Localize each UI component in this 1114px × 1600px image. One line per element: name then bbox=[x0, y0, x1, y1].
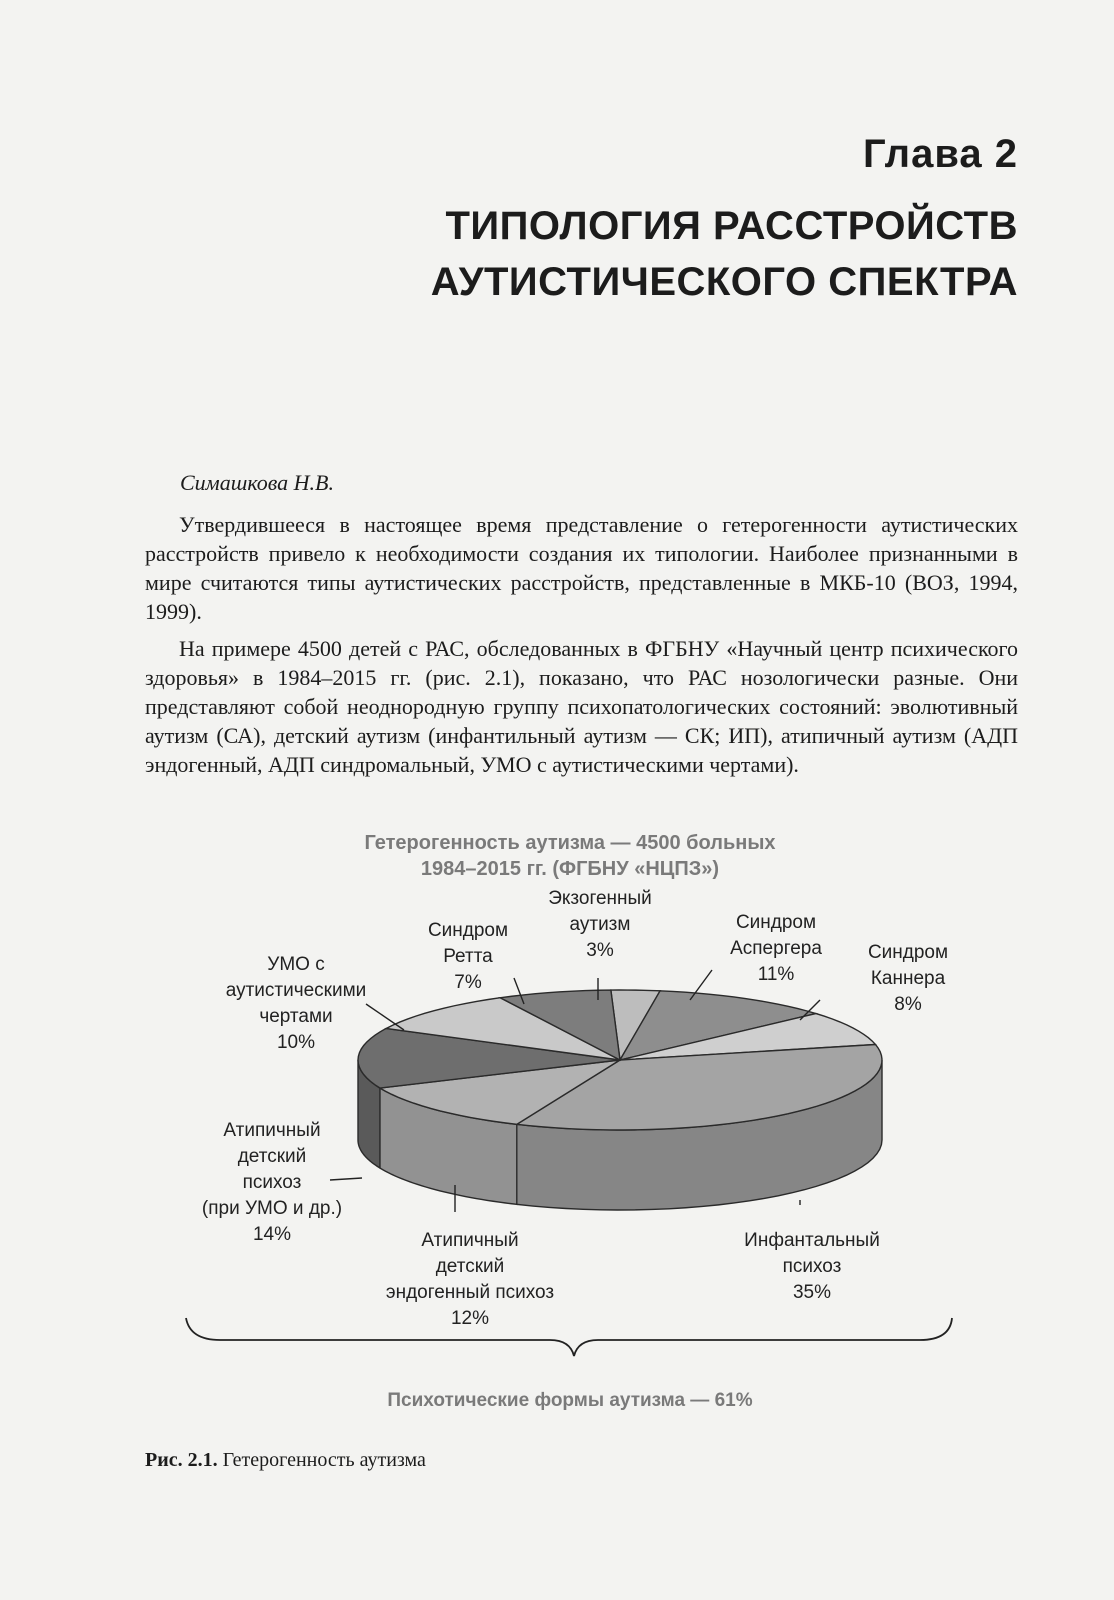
slice-label-name: Экзогенный аутизм bbox=[548, 888, 652, 935]
author: Симашкова Н.В. bbox=[180, 470, 334, 495]
slice-label-4 bbox=[345, 1228, 595, 1332]
slice-label-1 bbox=[696, 910, 856, 988]
figure-caption bbox=[145, 1449, 426, 1472]
slice-label-value: 10% bbox=[276, 1032, 316, 1053]
slice-label-name: Инфантальный психоз bbox=[744, 1230, 880, 1277]
chart-subtitle: 1984–2015 гг. (ФГБНУ «НЦПЗ») bbox=[420, 858, 720, 880]
slice-label-name: Синдром Ретта bbox=[427, 920, 509, 967]
slice-label-name: УМО с аутистическими чертами bbox=[225, 954, 367, 1027]
slice-label-name: Синдром Каннера bbox=[867, 942, 949, 989]
slice-label-value: 11% bbox=[757, 964, 795, 985]
caption-text: Гетерогенность аутизма bbox=[222, 1449, 426, 1471]
body-text bbox=[145, 510, 1018, 787]
slice-label-5 bbox=[162, 1118, 382, 1248]
slice-label-value: 8% bbox=[894, 994, 922, 1015]
paragraph: Утвердившееся в настоящее время представление о гетерогенности аутистических расстройств привело к необходимости создания их типологии. Наиболее признанными в мире считаются типы аутистических расстройств, представленные в МКБ-10 (ВОЗ, 1994, 1999). bbox=[145, 512, 1018, 624]
slice-label-name: Атипичный детский эндогенный психоз bbox=[385, 1230, 555, 1303]
slice-label-value: 12% bbox=[450, 1308, 490, 1329]
slice-label-2 bbox=[838, 940, 978, 1018]
caption-label: Рис. 2.1. bbox=[145, 1449, 218, 1471]
slice-label-0 bbox=[520, 886, 680, 964]
slice-label-value: 7% bbox=[454, 972, 482, 993]
chart-title: Гетерогенность аутизма — 4500 больных bbox=[364, 832, 776, 854]
slice-label-name: Атипичный детский психоз (при УМО и др.) bbox=[201, 1120, 343, 1219]
slice-label-3 bbox=[702, 1228, 922, 1306]
chapter-title: ТИПОЛОГИЯ РАССТРОЙСТВ АУТИСТИЧЕСКОГО СПЕКТРА bbox=[430, 204, 1018, 304]
slice-label-value: 35% bbox=[792, 1282, 832, 1303]
slice-label-6 bbox=[186, 952, 406, 1056]
paragraph: На примере 4500 детей с РАС, обследованных в ФГБНУ «Научный центр психического здоровья» в 1984–2015 гг. (рис. 2.1), показано, что РАС нозологически разные. Они представляют собой неоднородную группу психопатологических состояний: эволютивный аутизм (СА), детский аутизм (инфантильный аутизм — СК; ИП), атипичный аутизм (АДП эндогенный, АДП синдромальный, УМО с аутистическими чертами). bbox=[145, 636, 1018, 777]
slice-label-value: 3% bbox=[586, 940, 614, 961]
slice-label-7 bbox=[398, 918, 538, 996]
slice-label-value: 14% bbox=[252, 1224, 292, 1245]
group-brace-label: Психотические формы аутизма — 61% bbox=[387, 1390, 753, 1411]
slice-label-name: Синдром Аспергера bbox=[730, 912, 822, 959]
chapter-number: Глава 2 bbox=[862, 132, 1018, 176]
